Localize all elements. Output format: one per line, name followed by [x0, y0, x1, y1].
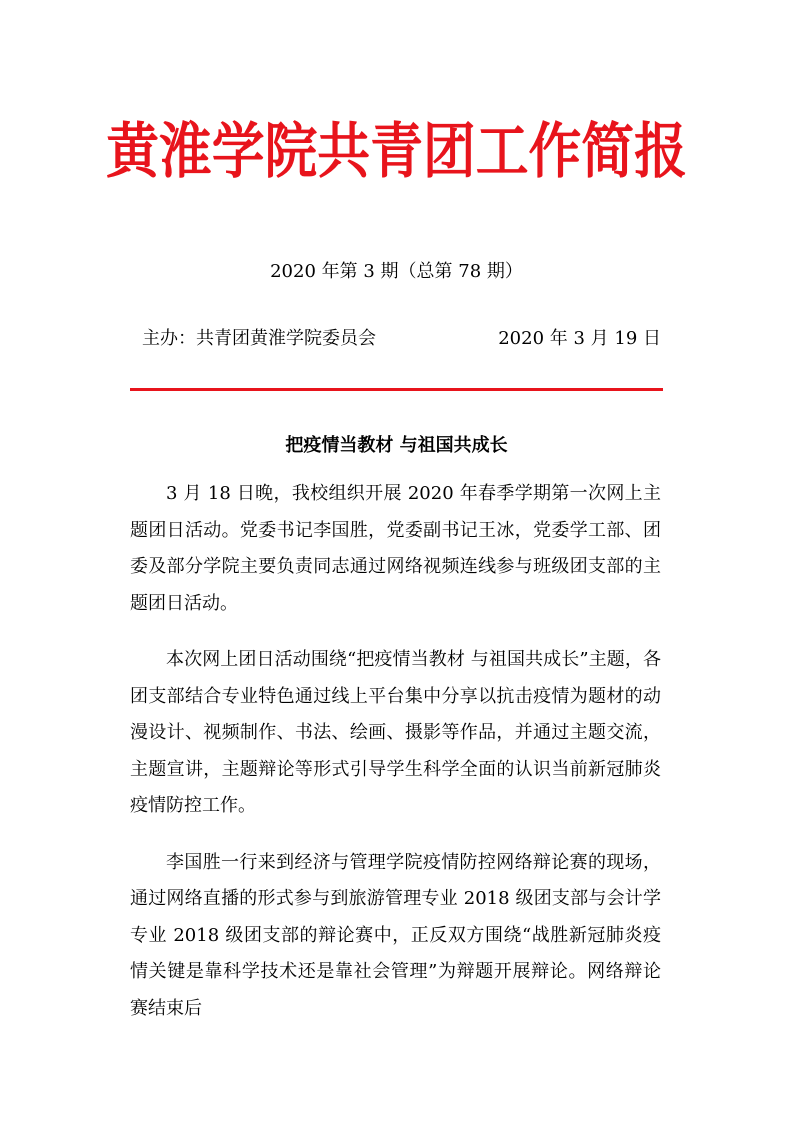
article-paragraph: 3 月 18 日晚，我校组织开展 2020 年春季学期第一次网上主题团日活动。党委书记李国胜，党委副书记王冰，党委学工部、团委及部分学院主要负责同志通过网络视频连线参与班级团支部的主题团日活动。	[130, 483, 661, 614]
red-divider	[130, 388, 663, 391]
sponsor-label: 主办：共青团黄淮学院委员会	[142, 328, 376, 349]
article-paragraph: 本次网上团日活动围绕“把疫情当教材 与祖国共成长”主题，各团支部结合专业特色通过线上平台集中分享以抗击疫情为题材的动漫设计、视频制作、书法、绘画、摄影等作品，并通过主题交流，主题宣讲，主题辩论等形式引导学生科学全面的认识当前新冠肺炎疫情防控工作。	[130, 649, 661, 816]
sponsor-row	[132, 325, 661, 353]
newsletter-masthead: 黄淮学院共青团工作简报	[106, 117, 687, 187]
publish-date: 2020 年 3 月 19 日	[498, 328, 661, 349]
article-body	[130, 476, 661, 1047]
article-title: 把疫情当教材 与祖国共成长	[285, 435, 508, 456]
issue-number: 2020 年第 3 期（总第 78 期）	[270, 261, 523, 282]
article-paragraph: 李国胜一行来到经济与管理学院疫情防控网络辩论赛的现场，通过网络直播的形式参与到旅游管理专业 2018 级团支部与会计学专业 2018 级团支部的辩论赛中，正反双方围绕“战胜新冠肺炎疫情关键是靠科学技术还是靠社会管理”为辩题开展辩论。网络辩论赛结束后	[130, 851, 661, 1019]
